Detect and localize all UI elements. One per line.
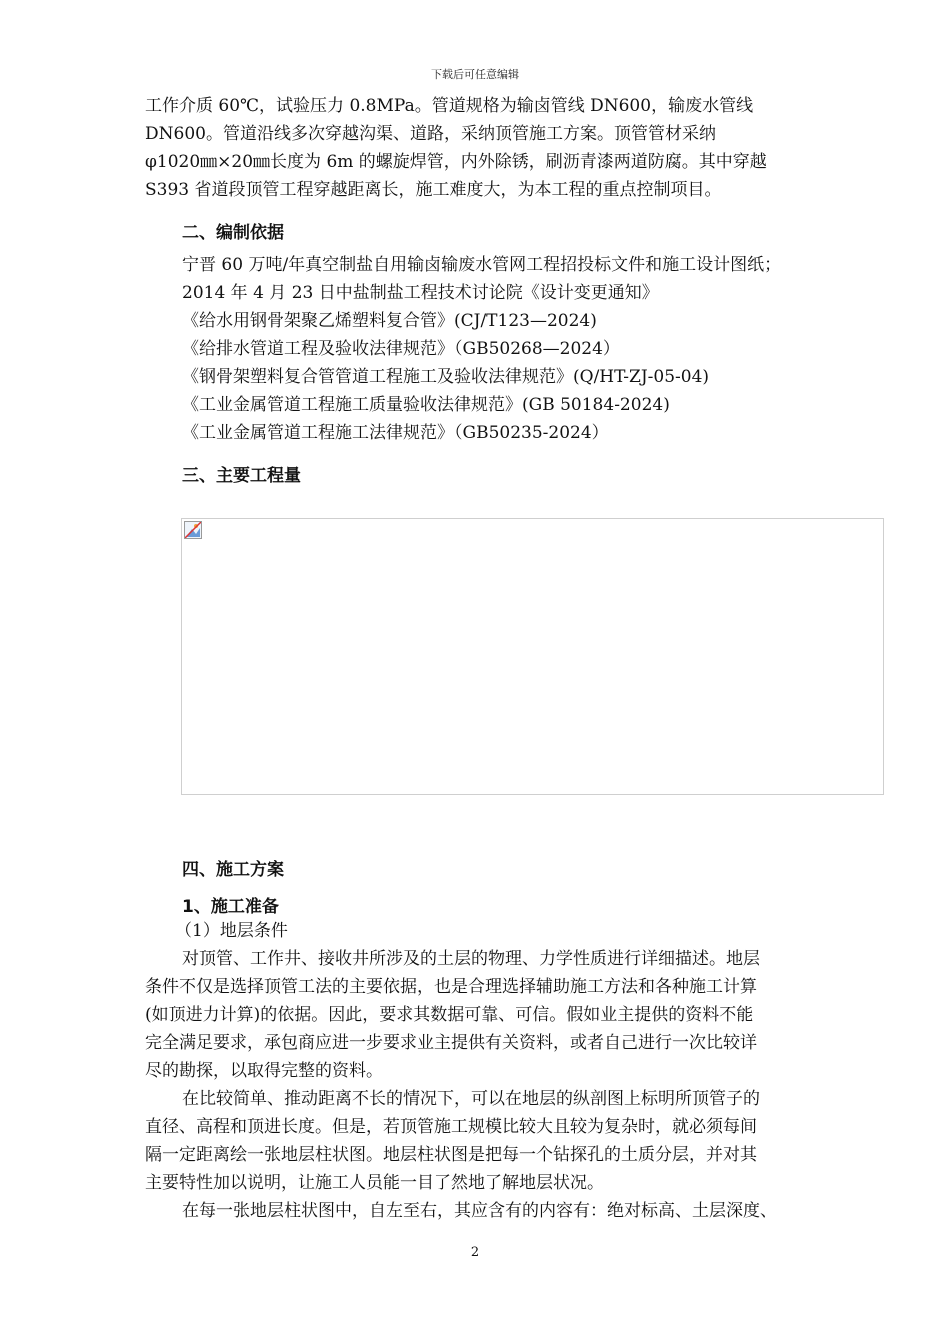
basis-line: 《钢骨架塑料复合管管道工程施工及验收法律规范》(Q/HT-ZJ-05-04) xyxy=(182,367,710,387)
intro-line: φ1020㎜×20㎜长度为 6m 的螺旋焊管，内外除锈，刷沥青漆两道防腐。其中穿越 xyxy=(145,152,767,172)
paragraph-line: 对顶管、工作井、接收井所涉及的土层的物理、力学性质进行详细描述。地层 xyxy=(182,949,760,969)
basis-line: 《工业金属管道工程施工法律规范》（GB50235-2024） xyxy=(182,423,609,443)
paragraph-line: 在比较简单、推动距离不长的情况下，可以在地层的纵剖图上标明所顶管子的 xyxy=(182,1089,760,1109)
construction-plan xyxy=(145,855,845,1225)
paragraph-line: 主要特性加以说明，让施工人员能一目了然地了解地层状况。 xyxy=(145,1173,604,1193)
section-heading-quantities: 三、主要工程量 xyxy=(182,466,301,486)
paragraph-line: 完全满足要求，承包商应进一步要求业主提供有关资料，或者自己进行一次比较详 xyxy=(145,1033,757,1053)
basis-line: 《给排水管道工程及验收法律规范》（GB50268—2024） xyxy=(182,339,620,359)
broken-image-icon xyxy=(184,521,202,539)
paragraph-line: (如顶进力计算)的依据。因此，要求其数据可靠、可信。假如业主提供的资料不能 xyxy=(145,1005,754,1025)
page-number: 2 xyxy=(470,1245,480,1260)
page-header: 下载后可任意编辑 xyxy=(431,68,519,81)
paragraph-line: 在每一张地层柱状图中，自左至右，其应含有的内容有：绝对标高、土层深度、 xyxy=(182,1201,777,1221)
intro-line: S393 省道段顶管工程穿越距离长，施工难度大，为本工程的重点控制项目。 xyxy=(145,180,722,200)
section-heading-basis: 二、编制依据 xyxy=(182,223,284,243)
basis-line: 《工业金属管道工程施工质量验收法律规范》(GB 50184-2024) xyxy=(182,395,670,415)
item-heading-strata: （1）地层条件 xyxy=(175,921,288,941)
paragraph-line: 尽的勘探，以取得完整的资料。 xyxy=(145,1061,383,1081)
paragraph-line: 条件不仅是选择顶管工法的主要依据，也是合理选择辅助施工方法和各种施工计算 xyxy=(145,977,757,997)
sub-heading-preparation: 1、施工准备 xyxy=(182,897,279,917)
paragraph-line: 直径、高程和顶进长度。但是，若顶管施工规模比较大且较为复杂时，就必须每间 xyxy=(145,1117,757,1137)
basis-line: 2014 年 4 月 23 日中盐制盐工程技术讨论院《设计变更通知》 xyxy=(182,283,659,303)
document-body xyxy=(145,92,845,486)
paragraph-line: 隔一定距离绘一张地层柱状图。地层柱状图是把每一个钻探孔的土质分层，并对其 xyxy=(145,1145,757,1165)
intro-line: DN600。管道沿线多次穿越沟渠、道路，采纳顶管施工方案。顶管管材采纳 xyxy=(145,124,716,144)
quantities-image-placeholder xyxy=(181,518,884,795)
basis-line: 宁晋 60 万吨/年真空制盐自用输卤输废水管网工程招投标文件和施工设计图纸； xyxy=(182,255,782,275)
intro-line: 工作介质 60℃，试验压力 0.8MPa。管道规格为输卤管线 DN600，输废水管线 xyxy=(145,96,754,116)
section-heading-plan: 四、施工方案 xyxy=(182,860,284,880)
basis-line: 《给水用钢骨架聚乙烯塑料复合管》(CJ/T123—2024) xyxy=(182,311,597,331)
